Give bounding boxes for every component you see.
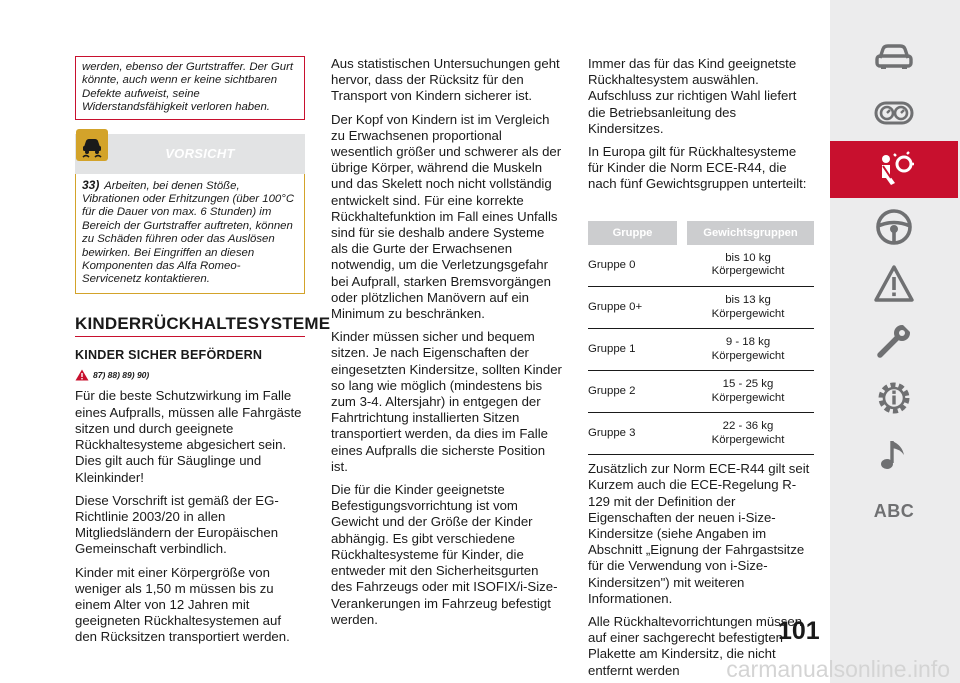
car-skid-warning-icon [75,128,109,162]
table-row [588,413,814,455]
paragraph: Aus statistischen Untersuchungen geht hervor, dass der Rücksitz für den Transport von Kindern sicherer ist. [331,56,560,104]
section-heading: KINDERRÜCKHALTESYSTEME [75,316,305,337]
nav-item-technical-data[interactable] [830,369,958,426]
reference-numbers: 87) 88) 89) 90) [93,370,150,381]
weight-unit: Körpergewicht [711,391,785,404]
weight-group-table [588,221,814,456]
caution-box [75,174,305,294]
paragraph: Kinder mit einer Körpergröße von weniger als 1,50 m müssen bis zu einem Alter von 12 Jahren mit geeigneten Rückhaltesystemen auf den Rücksitzen transportiert werden. [75,564,290,645]
nav-item-maintenance[interactable] [830,312,958,369]
paragraph: Der Kopf von Kindern ist im Vergleich zu Erwachsenen proportional wesentlich größer und schwerer als der übrige Körper, während die Muskeln und das Skelett noch nicht vollständig entwickelt sind. Für eine korrekte Rückhaltefunktion im Fall eines Unfalls sind für sie deshalb andere Systeme als die Gurte der Erwachsenen notwendig, um die Verletzungsgefahr bei Aufprall, starken Bremsvorgängen oder plötzlichen Manövern auf ein Minimum zu beschränken. [331,111,562,322]
dashboard-gauges-icon [874,93,914,133]
table-row [588,329,814,371]
table-cell-weight [682,371,814,413]
wrench-icon [874,321,914,361]
page-number: 101 [778,617,820,645]
table-header-group: Gruppe [588,221,682,245]
caution-number: 33) [82,177,100,192]
warning-triangle-small-icon [75,369,89,381]
paragraph: In Europa gilt für Rückhaltesysteme für Kinder die Norm ECE-R44, die nach fünf Gewichtsgruppen unterteilt: [588,144,807,192]
nav-item-index[interactable] [830,483,958,540]
warning-text: werden, ebenso der Gurtstraffer. Der Gurt könnte, auch wenn er keine sichtbaren Defekte aufweist, seine Widerstandsfähigkeit verloren haben. [82,61,294,114]
weight-unit: Körpergewicht [711,433,785,446]
warning-references [75,367,305,383]
weight-range: 22 - 36 kg [722,420,774,433]
paragraph: Zusätzlich zur Norm ECE-R44 gilt seit Kurzem auch die ECE-Regelung R-129 mit der Definition der Eigenschaften der neuen i-Size-Kindersitze (siehe Angaben im Abschnitt „Eignung der Fahrgastsitze für die Verwendung von i-Size-Kindersitzen") mit weiteren Informationen. [588,461,810,606]
table-row [588,287,814,329]
weight-range: 9 - 18 kg [725,336,771,349]
nav-item-safety[interactable] [830,141,958,198]
abc-index-label: ABC [873,501,915,521]
table-header-weight: Gewichtsgruppen [682,221,814,245]
caution-title: VORSICHT [165,145,235,161]
table-cell-weight [682,245,814,287]
caution-text: Arbeiten, bei denen Stöße, Vibrationen oder Erhitzungen (über 100°C für die Dauer von max. 6 Stunden) im Bereich der Gurtstraffer auftreten, können zu Schäden führen oder das Auslösen bewirken. Bei Eingriffen an diesen Komponenten das Alfa Romeo-Servicenetz kontaktieren. [82,179,295,286]
paragraph: Für die beste Schutzwirkung im Falle eines Aufpralls, müssen alle Fahrgäste sitzen und durch geeignete Rückhaltesysteme abgesichert sein. Dies gilt auch für Säuglinge und Kleinkinder! [75,388,302,485]
steering-wheel-icon [874,207,914,247]
weight-unit: Körpergewicht [711,307,785,320]
technical-data-gear-icon [874,378,914,418]
table-cell-weight [682,287,814,329]
caution-header [75,134,305,174]
warning-box [75,56,305,120]
column-1 [75,56,331,653]
table-cell-group: Gruppe 3 [588,413,682,455]
chapter-nav [830,27,958,540]
table-row [588,245,814,287]
warning-triangle-icon [874,264,914,304]
weight-range: bis 10 kg [725,251,771,264]
column-3 [588,56,814,683]
nav-item-driving[interactable] [830,198,958,255]
table-row [588,371,814,413]
section-subheading: KINDER SICHER BEFÖRDERN [75,348,263,363]
weight-range: bis 13 kg [725,294,771,307]
car-icon [874,36,914,76]
table-cell-group: Gruppe 2 [588,371,682,413]
table-cell-weight [682,329,814,371]
paragraph: Diese Vorschrift ist gemäß der EG-Richtlinie 2003/20 in allen Mitgliedsländern der Europäischen Gemeinschaft verbindlich. [75,492,279,557]
weight-range: 15 - 25 kg [722,378,774,391]
weight-unit: Körpergewicht [711,265,785,278]
watermark: carmanualsonline.info [726,656,950,682]
airbag-seatbelt-icon [874,150,914,190]
table-cell-group: Gruppe 0+ [588,287,682,329]
table-cell-group: Gruppe 1 [588,329,682,371]
nav-item-multimedia[interactable] [830,426,958,483]
nav-item-vehicle[interactable] [830,27,958,84]
table-cell-group: Gruppe 0 [588,245,682,287]
music-note-icon [874,435,914,475]
weight-unit: Körpergewicht [711,349,785,362]
nav-item-dashboard[interactable] [830,84,958,141]
column-2 [331,56,563,635]
paragraph: Immer das für das Kind geeignetste Rückhaltesystem auswählen. Aufschluss zur richtigen Wahl liefert die Betriebsanleitung des Kindersitzes. [588,56,797,136]
paragraph: Kinder müssen sicher und bequem sitzen. Je nach Eigenschaften der eingesetzten Kindersitze, sollten Kinder so lang wie möglich (mindestens bis zum 3-4. Altersjahr) in entgegen der Fahrtrichtung installierten Sitzen transportiert werden, da dies im Falle eines Aufpralls die sicherste Position ist. [331,329,562,474]
table-cell-weight [682,413,814,455]
nav-item-emergency[interactable] [830,255,958,312]
paragraph: Die für die Kinder geeignetste Befestigungsvorrichtung ist vom Gewicht und der Größe der Kinder abhängig. Es gibt verschiedene Rückhaltesysteme für Kinder, die entweder mit den Sicherheitsgurten des Fahrzeugs oder mit ISOFIX/i-Size-Verankerungen im Fahrzeug befestigt werden. [331,482,558,627]
paragraph: Alle Rückhaltevorrichtungen müssen auf einer sachgerecht befestigten Plakette am Kindersitz, die nicht entfernt werden [588,613,803,678]
